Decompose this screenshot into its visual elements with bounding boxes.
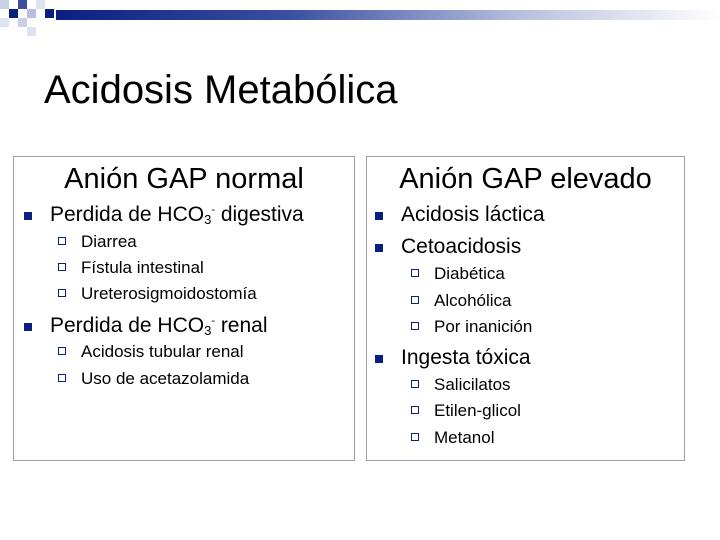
sub-bullet-item: Salicilatos [434, 374, 511, 396]
bullet-item: Ingesta tóxica [401, 345, 531, 371]
hollow-square-bullet-icon [58, 263, 66, 271]
panel-heading: Anión GAP normal [64, 163, 304, 195]
bullet-item: Perdida de $HCO_3^-$ renal [50, 313, 268, 339]
decorative-header-bar [0, 0, 720, 28]
hollow-square-bullet-icon [411, 269, 419, 277]
elevated-gap-panel [366, 156, 685, 461]
square-bullet-icon [24, 323, 32, 331]
square-bullet-icon [24, 212, 32, 220]
slide-title: Acidosis Metabólica [44, 68, 398, 112]
sub-bullet-item: Diarrea [81, 231, 137, 253]
bullet-item: Acidosis láctica [401, 202, 545, 228]
bullet-item: Cetoacidosis [401, 234, 521, 260]
sub-bullet-item: Uso de acetazolamida [81, 368, 249, 390]
sub-bullet-item: Alcohólica [434, 290, 512, 312]
sub-bullet-item: Ureterosigmoidostomía [81, 283, 257, 305]
hollow-square-bullet-icon [411, 296, 419, 304]
hollow-square-bullet-icon [58, 374, 66, 382]
hollow-square-bullet-icon [58, 289, 66, 297]
sub-bullet-item: Fístula intestinal [81, 257, 204, 279]
bullet-item: Perdida de $HCO_3^-$ digestiva [50, 202, 304, 228]
hollow-square-bullet-icon [411, 322, 419, 330]
sub-bullet-item: Por inanición [434, 316, 532, 338]
panel-heading: Anión GAP elevado [399, 163, 652, 195]
sub-bullet-item: Etilen-glicol [434, 400, 521, 422]
square-bullet-icon [375, 244, 383, 252]
sub-bullet-item: Acidosis tubular renal [81, 341, 244, 363]
hollow-square-bullet-icon [58, 237, 66, 245]
hollow-square-bullet-icon [58, 347, 66, 355]
square-bullet-icon [375, 355, 383, 363]
sub-bullet-item: Diabética [434, 263, 505, 285]
sub-bullet-item: Metanol [434, 427, 494, 449]
square-bullet-icon [375, 212, 383, 220]
hollow-square-bullet-icon [411, 380, 419, 388]
normal-gap-panel [13, 156, 355, 461]
hollow-square-bullet-icon [411, 433, 419, 441]
hollow-square-bullet-icon [411, 406, 419, 414]
